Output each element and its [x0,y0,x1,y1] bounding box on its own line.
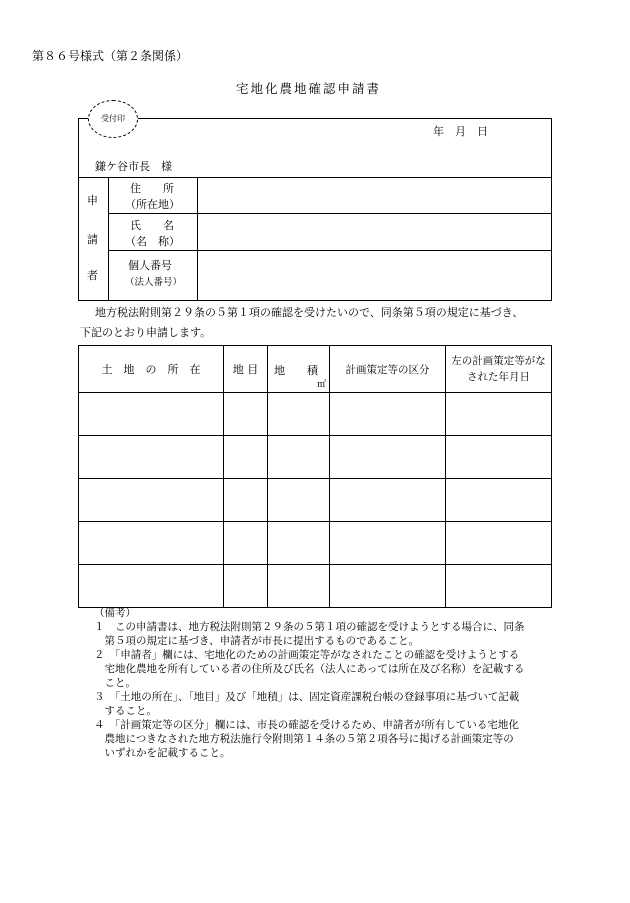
address-sub-label: （所在地） [125,198,180,211]
header-area: 地 積 ㎡ [268,346,330,393]
note-line: ３ 「土地の所在」、「地目」及び「地積」は、固定資産課税台帳の登録事項に基づいて記載 [94,691,520,703]
addressee: 鎌ケ谷市長 様 [95,160,172,173]
applicant-side-char: 者 [87,269,98,282]
note-line: １ この申請書は、地方税法附則第２９条の５第１項の確認を受けようとする場合に、同条 [94,621,525,633]
header-category: 地 目 [224,346,268,393]
notes-heading: （備考） [94,607,136,619]
header-location: 土 地 の 所 在 [79,346,224,393]
note-line: 第５項の規定に基づき、申請者が市長に提出するものであること。 [94,635,420,647]
notes [94,606,564,760]
note-line: すること。 [94,705,157,717]
header-date: 左の計画策定等がな された年月日 [446,346,552,393]
id-sub-label: （法人番号） [125,277,183,288]
form-number: 第８６号様式（第２条関係） [32,49,189,63]
land-table [78,345,552,608]
note-line: 農地につきなされた地方税法施行令附則第１４条の５第２項各号に掲げる計画策定等の [94,733,514,745]
table-row [79,565,552,608]
note-line: 宅地化農地を所有している者の住所及び氏名（法人にあっては所在及び名称）を記載する [94,663,525,675]
statement-line: 地方税法附則第２９条の５第１項の確認を受けたいので、同条第５項の規定に基づき、 [95,306,524,319]
note-line: こと。 [94,677,136,689]
page-title: 宅地化農地確認申請書 [236,81,382,96]
table-row [79,393,552,436]
applicant-side-char: 申 [87,194,98,207]
note-line: いずれかを記載すること。 [94,747,231,759]
applicant-side-char: 請 [87,233,98,246]
note-line: ４ 「計画策定等の区分」欄には、市長の確認を受けるため、申請者が所有している宅地化 [94,719,519,731]
header-plan: 計画策定等の区分 [330,346,446,393]
date-field: 年 月 日 [433,125,488,138]
statement-line: 下記のとおり申請します。 [80,326,212,339]
table-row [79,436,552,479]
table-row [79,522,552,565]
stamp-label: 受付印 [101,114,125,123]
table-row [79,479,552,522]
name-sub-label: （名 称） [125,235,180,248]
name-label: 氏 名 [130,219,174,232]
address-label: 住 所 [130,182,174,195]
table-header-row [79,346,552,393]
id-label: 個人番号 [128,259,172,272]
note-line: ２ 「申請者」欄には、宅地化のための計画策定等がなされたことの確認を受けようとする [94,649,520,661]
